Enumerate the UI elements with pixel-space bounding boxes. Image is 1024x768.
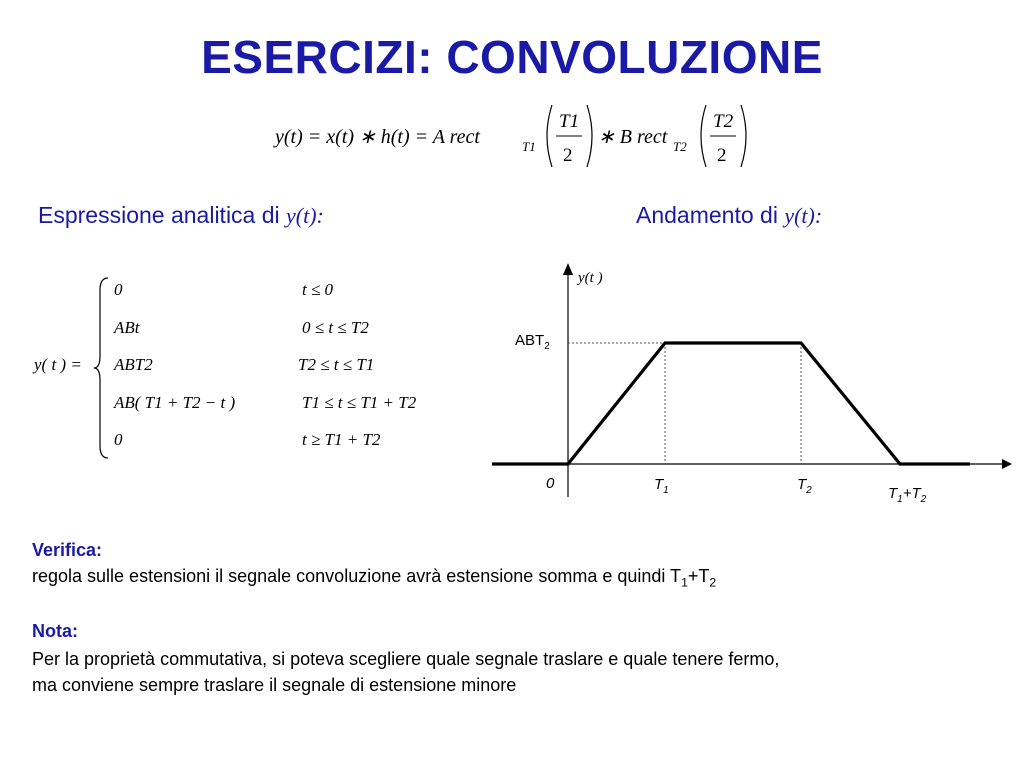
nota-line-2: ma conviene sempre traslare il segnale di estensione minore [32,675,517,695]
left-paren-2 [701,105,706,167]
y-axis-arrow [563,263,573,275]
frac1-numerator: T1 [559,111,580,132]
left-paren-1 [547,105,552,167]
nota-line-1: Per la proprietà commutativa, si poteva scegliere quale segnale traslare e quale tenere fermo, [32,649,780,669]
x-tick-label-0: 0 [546,475,555,492]
nota-label: Nota: [32,621,78,641]
convolution-formula [260,95,780,177]
formula-lhs: y(t) = x(t) ∗ h(t) = A rect [275,126,480,148]
x-axis-arrow [1002,459,1012,469]
left-heading-text: Espressione analitica di [38,202,287,228]
piecewise-row-5-value: 0 [114,430,123,449]
series-line [492,343,970,464]
frac2-denominator: 2 [717,145,727,166]
piecewise-row-4-condition: T1 ≤ t ≤ T1 + T2 [302,393,417,412]
piecewise-row-1-condition: t ≤ 0 [302,280,334,299]
piecewise-row-3-value: ABT2 [114,355,153,374]
right-paren-1 [587,105,592,167]
verifica-text-main: regola sulle estensioni il segnale convoluzione avrà estensione somma e quindi T [32,566,682,586]
verifica-sub-1: 1 [681,575,688,590]
verifica-plus: +T [687,566,710,586]
right-heading-text: Andamento di [636,202,785,228]
left-heading [38,202,324,229]
piecewise-row-2-value: ABt [114,318,140,337]
page-title: ESERCIZI: CONVOLUZIONE [201,31,823,83]
frac2-numerator: T2 [713,111,734,132]
right-heading [636,202,822,229]
piecewise-row-2-condition: 0 ≤ t ≤ T2 [302,318,369,337]
piecewise-row-5-condition: t ≥ T1 + T2 [302,430,381,449]
x-tick-label-t2: $T_2$ [797,476,812,496]
piecewise-brace [92,276,114,460]
formula-rect-sub-2: T2 [673,139,687,154]
piecewise-row-3-condition: T2 ≤ t ≤ T1 [298,355,375,374]
right-heading-var: y(t): [784,203,823,228]
piecewise-lhs: y( t ) = [34,355,82,374]
y-tick-label-abt2: $ABT_2$ [515,332,550,352]
formula-rect-sub-1: T1 [522,139,536,154]
piecewise-row-4-value: AB( T1 + T2 − t ) [114,393,236,412]
y-axis-label: y(t ) [578,270,603,286]
verifica-text [32,564,716,594]
frac1-denominator: 2 [563,145,573,166]
x-tick-label-t1: $T_1$ [654,476,669,496]
verifica-label: Verifica: [32,540,103,560]
chart-ramp-trapezoid [480,255,1020,515]
piecewise-row-1-value: 0 [114,280,123,299]
formula-mid: ∗ B rect [598,126,668,148]
left-heading-var: y(t): [286,203,324,228]
right-paren-2 [741,105,746,167]
verifica-sub-2: 2 [709,575,717,590]
x-tick-label-t1-plus-t2: $T_1+T_2$ [888,485,927,505]
